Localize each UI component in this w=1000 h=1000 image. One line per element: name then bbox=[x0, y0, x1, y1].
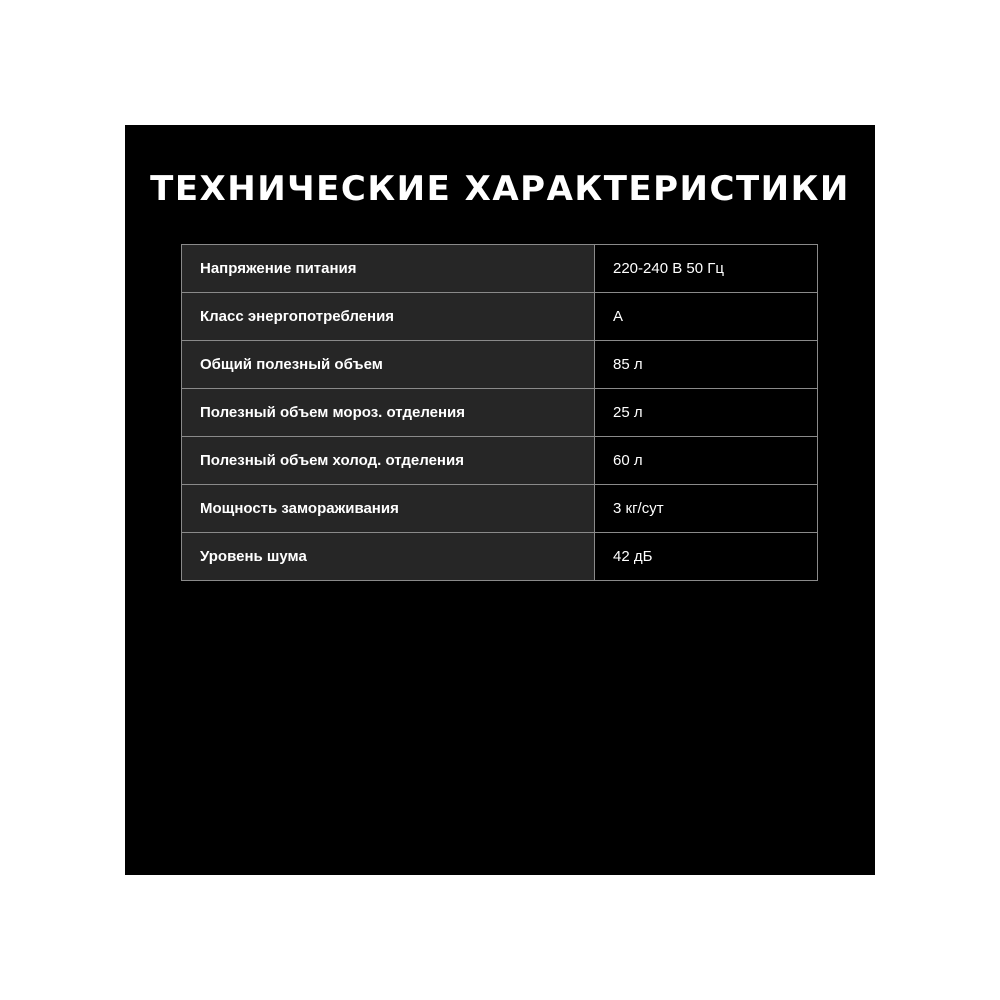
spec-value: 60 л bbox=[595, 437, 818, 485]
spec-label: Полезный объем мороз. отделения bbox=[182, 389, 595, 437]
spec-value: 25 л bbox=[595, 389, 818, 437]
table-row bbox=[182, 437, 818, 485]
spec-table bbox=[181, 244, 818, 581]
table-row bbox=[182, 341, 818, 389]
table-row bbox=[182, 245, 818, 293]
spec-label: Класс энергопотребления bbox=[182, 293, 595, 341]
table-row bbox=[182, 293, 818, 341]
table-row bbox=[182, 389, 818, 437]
spec-value: 3 кг/сут bbox=[595, 485, 818, 533]
spec-label: Напряжение питания bbox=[182, 245, 595, 293]
table-row bbox=[182, 485, 818, 533]
spec-label: Уровень шума bbox=[182, 533, 595, 581]
spec-value: 42 дБ bbox=[595, 533, 818, 581]
page-title: ТЕХНИЧЕСКИЕ ХАРАКТЕРИСТИКИ bbox=[150, 169, 850, 209]
spec-value: A bbox=[595, 293, 818, 341]
spec-label: Общий полезный объем bbox=[182, 341, 595, 389]
spec-label: Полезный объем холод. отделения bbox=[182, 437, 595, 485]
table-row bbox=[182, 533, 818, 581]
spec-value: 85 л bbox=[595, 341, 818, 389]
spec-label: Мощность замораживания bbox=[182, 485, 595, 533]
spec-panel bbox=[125, 125, 875, 875]
spec-value: 220-240 В 50 Гц bbox=[595, 245, 818, 293]
